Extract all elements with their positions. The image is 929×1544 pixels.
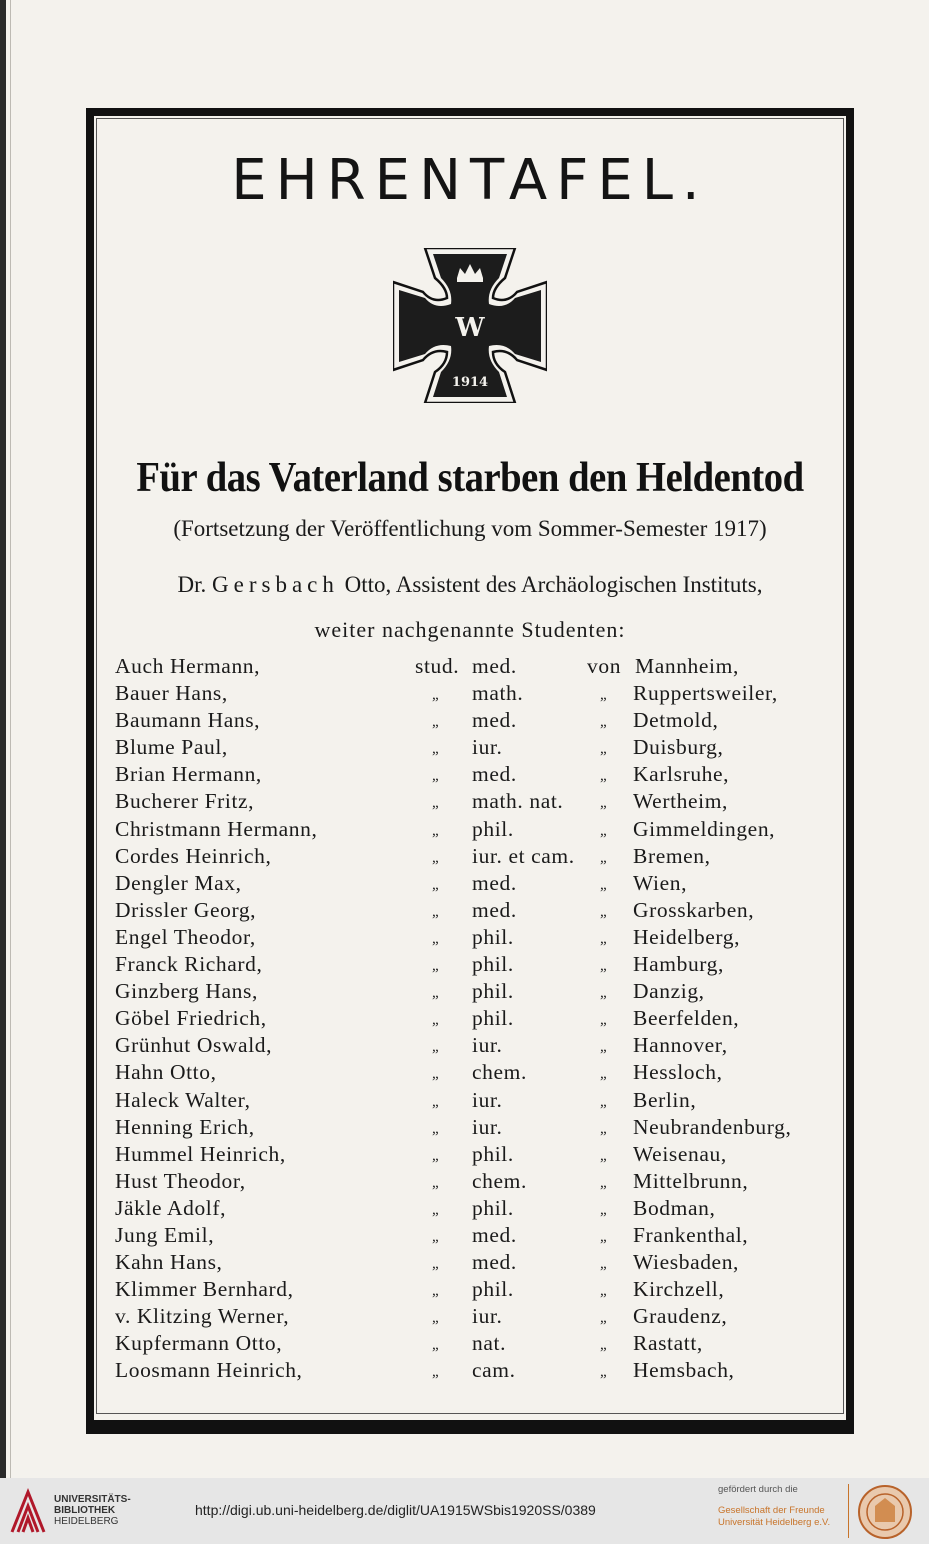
entry-faculty: iur. xyxy=(472,1304,503,1329)
intro-name: Gersbach xyxy=(212,572,339,597)
list-item xyxy=(115,1250,815,1277)
entry-ditto-von: „ xyxy=(600,930,608,947)
entry-ditto-stud: „ xyxy=(432,985,440,1002)
entry-place: Hemsbach, xyxy=(633,1358,735,1383)
entry-ditto-stud: „ xyxy=(432,1201,440,1218)
entry-faculty: phil. xyxy=(472,1141,514,1166)
list-item xyxy=(115,1142,815,1169)
list-item xyxy=(115,1304,815,1331)
entry-place: Mittelbrunn, xyxy=(633,1168,749,1193)
entry-ditto-stud: „ xyxy=(432,1256,440,1273)
entry-name: Dengler Max, xyxy=(115,870,242,895)
entry-ditto-stud: „ xyxy=(432,1066,440,1083)
entry-faculty: phil. xyxy=(472,924,514,949)
entry-name: Göbel Friedrich, xyxy=(115,1006,267,1031)
entry-faculty: math. nat. xyxy=(472,789,564,814)
entry-ditto-von: „ xyxy=(600,1310,608,1327)
list-item xyxy=(115,979,815,1006)
entry-name: Hahn Otto, xyxy=(115,1060,217,1085)
list-item xyxy=(115,844,815,871)
entry-ditto-stud: „ xyxy=(432,1283,440,1300)
entry-place: Grosskarben, xyxy=(633,897,755,922)
entry-ditto-stud: „ xyxy=(432,1364,440,1381)
entry-place: Ruppertsweiler, xyxy=(633,681,778,706)
entry-faculty: med. xyxy=(472,1250,517,1275)
entry-faculty: phil. xyxy=(472,1277,514,1302)
entry-ditto-von: „ xyxy=(600,1256,608,1273)
entry-ditto-von: „ xyxy=(600,1228,608,1245)
entry-name: v. Klitzing Werner, xyxy=(115,1304,290,1329)
entry-ditto-stud: „ xyxy=(432,1120,440,1137)
entry-place: Beerfelden, xyxy=(633,1006,740,1031)
entry-ditto-von: „ xyxy=(600,1120,608,1137)
entry-ditto-von: „ xyxy=(600,958,608,975)
entry-place: Duisburg, xyxy=(633,735,724,760)
entry-place: Rastatt, xyxy=(633,1331,703,1356)
list-item xyxy=(115,1331,815,1358)
entry-place: Graudenz, xyxy=(633,1304,728,1329)
entry-faculty: med. xyxy=(472,1222,517,1247)
library-name-line2: BIBLIOTHEK xyxy=(54,1505,116,1516)
entry-ditto-stud: „ xyxy=(432,930,440,947)
list-item xyxy=(115,1277,815,1304)
entry-place: Kirchzell, xyxy=(633,1277,725,1302)
list-item xyxy=(115,871,815,898)
entry-name: Loosmann Heinrich, xyxy=(115,1358,303,1383)
list-item xyxy=(115,1223,815,1250)
entry-name: Klimmer Bernhard, xyxy=(115,1277,294,1302)
entry-ditto-von: „ xyxy=(600,985,608,1002)
entry-place: Wiesbaden, xyxy=(633,1250,740,1275)
entry-ditto-von: „ xyxy=(600,768,608,785)
entry-faculty: chem. xyxy=(472,1168,527,1193)
entry-name: Bucherer Fritz, xyxy=(115,789,255,814)
entry-faculty: phil. xyxy=(472,816,514,841)
list-item xyxy=(115,1169,815,1196)
iron-cross-icon xyxy=(393,248,547,403)
list-item xyxy=(115,1115,815,1142)
entry-faculty: chem. xyxy=(472,1060,527,1085)
list-item xyxy=(115,1033,815,1060)
entry-place: Hessloch, xyxy=(633,1060,723,1085)
intro-prefix: Dr. xyxy=(177,572,207,597)
entry-place: Hamburg, xyxy=(633,952,724,977)
sponsor-line2: Universität Heidelberg e.V. xyxy=(718,1517,831,1528)
entry-place: Gimmeldingen, xyxy=(633,816,776,841)
entry-ditto-von: „ xyxy=(600,795,608,812)
cross-year: 1914 xyxy=(451,375,489,390)
permalink-url[interactable]: http://digi.ub.uni-heidelberg.de/diglit/UA1915WSbis1920SS/0389 xyxy=(195,1502,596,1518)
library-name-line1: UNIVERSITÄTS- xyxy=(54,1494,131,1505)
entry-ditto-stud: „ xyxy=(432,1310,440,1327)
entry-ditto-von: „ xyxy=(600,1147,608,1164)
entry-name: Blume Paul, xyxy=(115,735,228,760)
entry-faculty: nat. xyxy=(472,1331,507,1356)
entry-ditto-stud: „ xyxy=(432,849,440,866)
entry-faculty: iur. xyxy=(472,1114,503,1139)
entry-place: Mannheim, xyxy=(635,654,739,678)
fallen-students-list xyxy=(115,654,815,1386)
entry-ditto-stud: „ xyxy=(432,1039,440,1056)
entry-name: Hust Theodor, xyxy=(115,1168,246,1193)
entry-place: Bremen, xyxy=(633,843,711,868)
entry-name: Kahn Hans, xyxy=(115,1250,223,1275)
page-binding-line xyxy=(10,0,11,1478)
library-logo-icon xyxy=(8,1486,48,1536)
entry-faculty: iur. et cam. xyxy=(472,843,575,868)
entry-ditto-stud: „ xyxy=(432,768,440,785)
entry-place: Hannover, xyxy=(633,1033,728,1058)
list-item xyxy=(115,1060,815,1087)
entry-name: Christmann Hermann, xyxy=(115,816,318,841)
entry-faculty: med. xyxy=(472,654,517,678)
entry-faculty: cam. xyxy=(472,1358,516,1383)
entry-ditto-stud: „ xyxy=(432,903,440,920)
entry-name: Auch Hermann, xyxy=(115,654,261,678)
entry-ditto-stud: „ xyxy=(432,795,440,812)
entry-ditto-stud: „ xyxy=(432,687,440,704)
entry-ditto-von: „ xyxy=(600,1283,608,1300)
entry-ditto-von: „ xyxy=(600,741,608,758)
entry-ditto-stud: „ xyxy=(432,1012,440,1029)
entry-faculty: med. xyxy=(472,762,517,787)
sponsor-line1: Gesellschaft der Freunde xyxy=(718,1505,825,1516)
entry-name: Henning Erich, xyxy=(115,1114,255,1139)
list-item xyxy=(115,654,815,681)
list-item xyxy=(115,1196,815,1223)
entry-faculty: math. xyxy=(472,681,524,706)
sponsor-name xyxy=(718,1505,830,1529)
entry-ditto-stud: „ xyxy=(432,822,440,839)
entry-place: Detmold, xyxy=(633,708,719,733)
entry-faculty: phil. xyxy=(472,1006,514,1031)
entry-name: Jäkle Adolf, xyxy=(115,1195,227,1220)
page-binding-edge xyxy=(0,0,6,1478)
entry-ditto-stud: „ xyxy=(432,741,440,758)
intro-line xyxy=(100,572,840,598)
entry-place: Karlsruhe, xyxy=(633,762,730,787)
library-name-line3: HEIDELBERG xyxy=(54,1516,119,1527)
entry-name: Brian Hermann, xyxy=(115,762,262,787)
list-item xyxy=(115,1006,815,1033)
entry-ditto-von: „ xyxy=(600,1039,608,1056)
list-item xyxy=(115,1088,815,1115)
intro-rest: Otto, Assistent des Archäologischen Instituts, xyxy=(344,572,763,597)
entry-place: Danzig, xyxy=(633,979,705,1004)
entry-name: Franck Richard, xyxy=(115,952,263,977)
entry-ditto-von: „ xyxy=(600,1201,608,1218)
list-item xyxy=(115,789,815,816)
memorial-subheading: (Fortsetzung der Veröffentlichung vom Sommer-Semester 1917) xyxy=(173,516,767,541)
entry-stud: stud. xyxy=(415,654,460,678)
sponsor-label: gefördert durch die xyxy=(718,1484,798,1495)
entry-name: Cordes Heinrich, xyxy=(115,843,272,868)
entry-ditto-stud: „ xyxy=(432,1147,440,1164)
entry-ditto-stud: „ xyxy=(432,714,440,731)
entry-name: Grünhut Oswald, xyxy=(115,1033,273,1058)
entry-ditto-stud: „ xyxy=(432,1337,440,1354)
university-seal-icon xyxy=(857,1484,913,1540)
library-name xyxy=(54,1494,131,1527)
entry-faculty: phil. xyxy=(472,952,514,977)
entry-ditto-von: „ xyxy=(600,849,608,866)
entry-faculty: phil. xyxy=(472,1195,514,1220)
entry-ditto-stud: „ xyxy=(432,958,440,975)
entry-von: von xyxy=(587,654,622,678)
list-item xyxy=(115,681,815,708)
entry-name: Haleck Walter, xyxy=(115,1087,251,1112)
entry-ditto-von: „ xyxy=(600,1012,608,1029)
entry-ditto-stud: „ xyxy=(432,1174,440,1191)
list-item xyxy=(115,762,815,789)
entry-name: Bauer Hans, xyxy=(115,681,228,706)
entry-faculty: med. xyxy=(472,870,517,895)
entry-ditto-stud: „ xyxy=(432,1228,440,1245)
page-title: EHRENTAFEL. xyxy=(231,148,709,213)
list-item xyxy=(115,1358,815,1385)
entry-ditto-von: „ xyxy=(600,1174,608,1191)
entry-faculty: med. xyxy=(472,897,517,922)
memorial-heading: Für das Vaterland starben den Heldentod xyxy=(136,455,804,501)
entry-ditto-von: „ xyxy=(600,1093,608,1110)
list-item xyxy=(115,952,815,979)
list-item xyxy=(115,708,815,735)
entry-faculty: med. xyxy=(472,708,517,733)
entry-place: Frankenthal, xyxy=(633,1222,749,1247)
list-item xyxy=(115,735,815,762)
entry-ditto-von: „ xyxy=(600,1364,608,1381)
entry-name: Jung Emil, xyxy=(115,1222,215,1247)
entry-faculty: iur. xyxy=(472,735,503,760)
entry-name: Kupfermann Otto, xyxy=(115,1331,283,1356)
list-item xyxy=(115,817,815,844)
entry-ditto-von: „ xyxy=(600,903,608,920)
entry-faculty: iur. xyxy=(472,1033,503,1058)
entry-ditto-von: „ xyxy=(600,1066,608,1083)
entry-place: Heidelberg, xyxy=(633,924,741,949)
entry-ditto-stud: „ xyxy=(432,1093,440,1110)
entry-faculty: phil. xyxy=(472,979,514,1004)
sponsor-divider xyxy=(848,1484,849,1538)
entry-ditto-von: „ xyxy=(600,714,608,731)
entry-name: Drissler Georg, xyxy=(115,897,257,922)
entry-ditto-von: „ xyxy=(600,822,608,839)
entry-place: Berlin, xyxy=(633,1087,697,1112)
entry-ditto-von: „ xyxy=(600,1337,608,1354)
entry-ditto-stud: „ xyxy=(432,876,440,893)
entry-ditto-von: „ xyxy=(600,687,608,704)
entry-faculty: iur. xyxy=(472,1087,503,1112)
footer-bar xyxy=(0,1478,929,1544)
entry-place: Bodman, xyxy=(633,1195,716,1220)
entry-name: Engel Theodor, xyxy=(115,924,256,949)
entry-name: Baumann Hans, xyxy=(115,708,261,733)
entry-name: Hummel Heinrich, xyxy=(115,1141,286,1166)
intro-students-line: weiter nachgenannte Studenten: xyxy=(314,617,626,642)
entry-name: Ginzberg Hans, xyxy=(115,979,258,1004)
entry-place: Weisenau, xyxy=(633,1141,727,1166)
entry-ditto-von: „ xyxy=(600,876,608,893)
list-item xyxy=(115,898,815,925)
entry-place: Neubrandenburg, xyxy=(633,1114,792,1139)
entry-place: Wien, xyxy=(633,870,688,895)
cross-monogram: W xyxy=(455,313,485,343)
entry-place: Wertheim, xyxy=(633,789,729,814)
list-item xyxy=(115,925,815,952)
